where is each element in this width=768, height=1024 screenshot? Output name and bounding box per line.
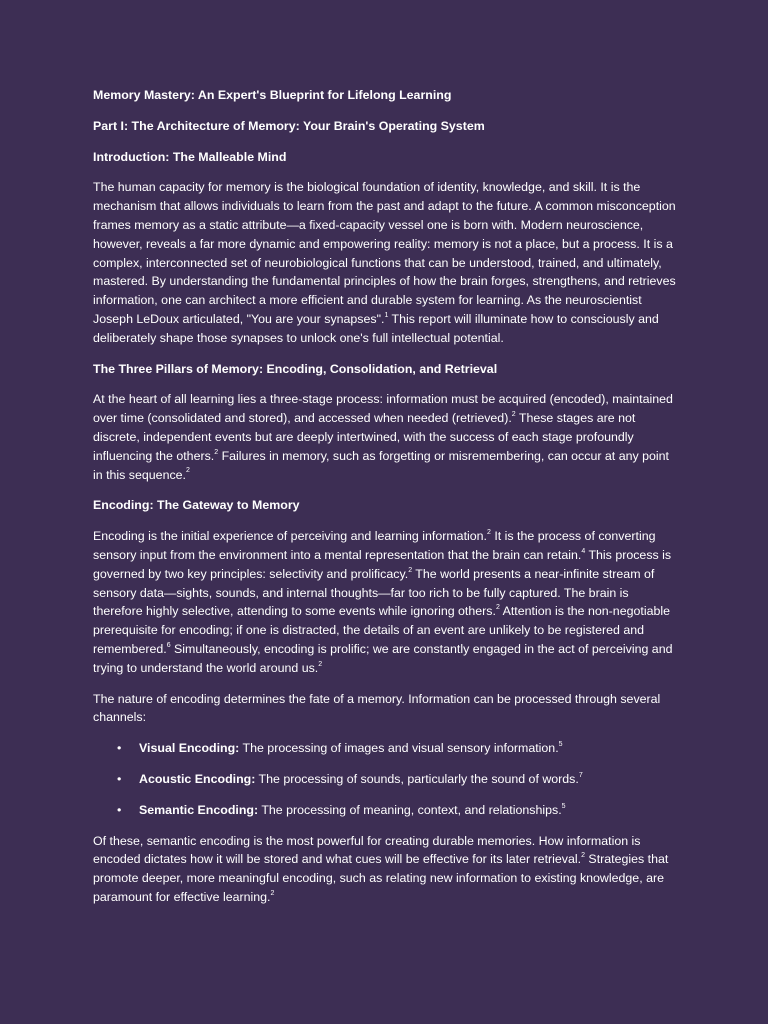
list-text: The processing of sounds, particularly the sound of words.	[255, 771, 579, 786]
document-title: Memory Mastery: An Expert's Blueprint for Lifelong Learning	[93, 88, 452, 102]
encoding-text-a: Encoding is the initial experience of perceiving and learning information.	[93, 529, 487, 544]
footnote-ref[interactable]: 1	[384, 311, 389, 319]
encoding-conclusion-b: Strategies that promote deeper, more meaningful encoding, such as relating new information to existing knowledge, are paramount for effective learning.	[93, 852, 669, 904]
part-title: Part I: The Architecture of Memory: Your Brain's Operating System	[93, 118, 485, 133]
encoding-paragraph-1	[93, 527, 678, 677]
encoding-text-e: Attention is the non-negotiable prerequisite for encoding; if one is distracted, the details of an event are unlikely to be registered and remembered.	[93, 604, 670, 656]
footnote-ref[interactable]: 2	[270, 889, 275, 897]
footnote-ref[interactable]: 4	[581, 547, 586, 555]
footnote-ref[interactable]: 5	[558, 740, 563, 748]
pillars-text-b: These stages are not discrete, independent events but are deeply intertwined, with the success of each stage profoundly influencing the others.	[93, 411, 636, 463]
encoding-text-d: The world presents a near-infinite stream of sensory data—sights, sounds, and internal thoughts—far too rich to be fully captured. The brain is therefore highly selective, attending to some events while ignoring others.	[93, 566, 655, 619]
list-text: The processing of images and visual sensory information.	[239, 741, 559, 756]
document-page	[93, 86, 678, 919]
pillars-text-c: Failures in memory, such as forgetting or misremembering, can occur at any point in this sequence.	[93, 448, 669, 482]
pillars-heading: The Three Pillars of Memory: Encoding, Consolidation, and Retrieval	[93, 361, 498, 376]
bullet-marker: •	[117, 741, 122, 756]
encoding-types-list	[93, 739, 678, 819]
list-item-acoustic	[93, 770, 678, 789]
footnote-ref[interactable]: 2	[495, 604, 500, 612]
encoding-heading: Encoding: The Gateway to Memory	[93, 498, 300, 513]
list-term: Acoustic Encoding:	[139, 771, 256, 786]
footnote-ref[interactable]: 2	[511, 411, 516, 419]
bullet-marker: •	[117, 771, 122, 786]
footnote-ref[interactable]: 7	[578, 771, 583, 779]
footnote-ref[interactable]: 6	[166, 641, 171, 649]
encoding-conclusion-a: Of these, semantic encoding is the most powerful for creating durable memories. How information is encoded dictates how it will be stored and what cues will be effective for its later retrieval.	[93, 833, 641, 867]
footnote-ref[interactable]: 2	[408, 566, 413, 574]
bullet-marker: •	[117, 802, 122, 817]
footnote-ref[interactable]: 2	[318, 660, 323, 668]
footnote-ref[interactable]: 2	[581, 852, 585, 860]
intro-text-b: This report will illuminate how to consciously and deliberately shape those synapses to unlock one's full intellectual potential.	[93, 311, 659, 345]
pillars-text-a: At the heart of all learning lies a three-stage process: information must be acquired (encoded), maintained over time (consolidated and stored), and accessed when needed (retrieved).	[93, 392, 673, 426]
list-text: The processing of meaning, context, and relationships.	[258, 802, 562, 817]
list-term: Semantic Encoding:	[139, 802, 259, 817]
pillars-paragraph	[93, 390, 678, 484]
footnote-ref[interactable]: 5	[561, 802, 566, 810]
list-item-visual	[93, 739, 678, 758]
list-item-semantic	[93, 801, 678, 820]
intro-paragraph	[93, 178, 678, 347]
footnote-ref[interactable]: 2	[214, 448, 219, 456]
list-term: Visual Encoding:	[139, 741, 240, 756]
intro-text-a: The human capacity for memory is the biological foundation of identity, knowledge, and skill. It is the mechanism that allows individuals to learn from the past and adapt to the future. A common misconception frames memory as a static attribute—a fixed-capacity vessel one is born with. Modern neuroscience, however, reveals a far more dynamic and empowering reality: memory is not a place, but a process. It is a complex, interconnected set of neurobiological functions that can be understood, trained, and ultimately, mastered. By understanding the fundamental principles of how the brain forges, strengthens, and retrieves information, one can architect a more efficient and durable system for learning. As the neuroscientist Joseph LeDoux articulated, "You are your synapses".	[93, 180, 676, 326]
footnote-ref[interactable]: 2	[486, 529, 491, 537]
encoding-text-f: Simultaneously, encoding is prolific; we are constantly engaged in the act of perceiving and trying to understand the world around us.	[93, 641, 673, 675]
encoding-text-c: This process is governed by two key principles: selectivity and prolificacy.	[93, 547, 672, 581]
encoding-paragraph-3	[93, 832, 678, 907]
footnote-ref[interactable]: 2	[186, 467, 190, 475]
intro-heading: Introduction: The Malleable Mind	[93, 149, 287, 164]
encoding-paragraph-2: The nature of encoding determines the fate of a memory. Information can be processed through several channels:	[93, 691, 661, 725]
encoding-text-b: It is the process of converting sensory input from the environment into a mental representation that the brain can retain.	[93, 529, 656, 562]
